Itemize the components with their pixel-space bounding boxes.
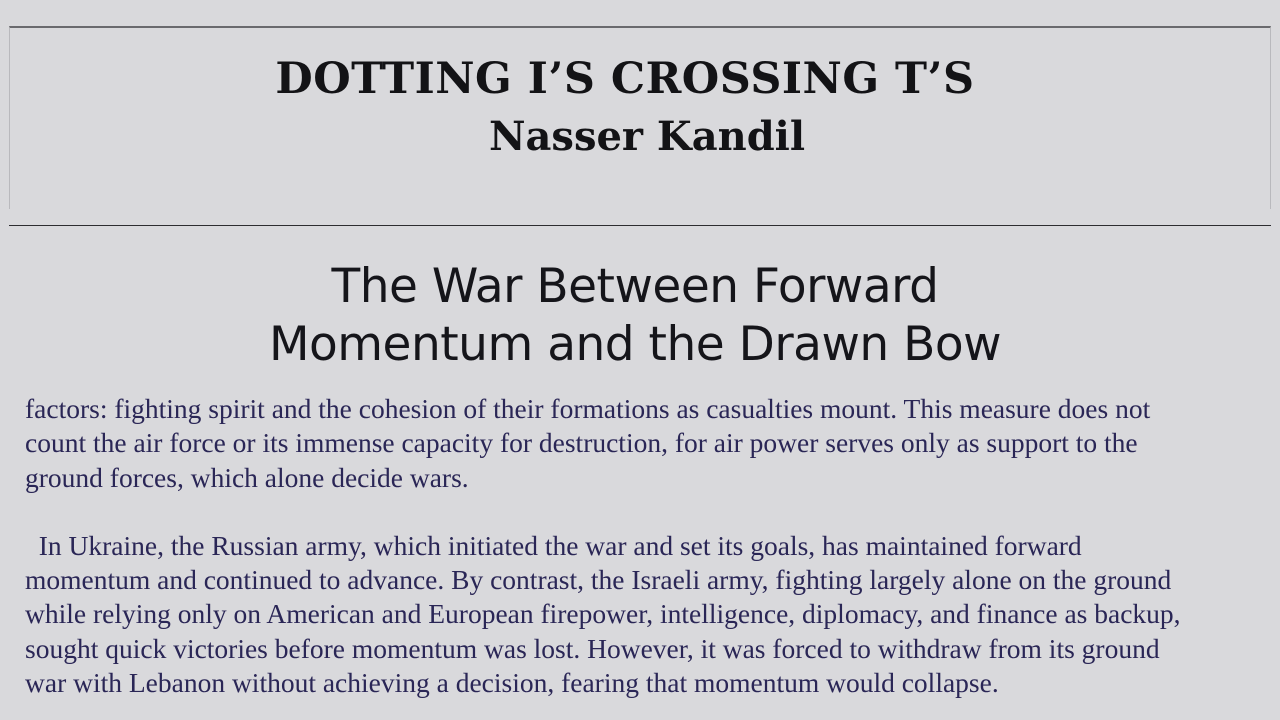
article-headline (0, 258, 1270, 374)
paragraph-2-line: while relying only on American and European firepower, intelligence, diplomacy, and finance as backup, (25, 598, 1181, 630)
author-name: Nasser Kandil (488, 113, 806, 160)
headline-line: Momentum and the Drawn Bow (268, 317, 1002, 372)
paragraph-1-line: factors: fighting spirit and the cohesion of their formations as casualties mount. This measure does not (25, 393, 1151, 424)
paragraph-2-line: war with Lebanon without achieving a decision, fearing that momentum would collapse. (25, 667, 999, 699)
header-divider (9, 225, 1271, 226)
article-body (25, 392, 1265, 700)
paragraph-1-line: ground forces, which alone decide wars. (25, 461, 469, 493)
paragraph-2-line: In Ukraine, the Russian army, which initiated the war and set its goals, has maintained forward (25, 529, 1082, 561)
paragraph-2-line: sought quick victories before momentum was lost. However, it was forced to withdraw from its ground (25, 632, 1160, 664)
paragraph-2-line: momentum and continued to advance. By contrast, the Israeli army, fighting largely alone on the ground (25, 564, 1172, 596)
paragraph-1-line: count the air force or its immense capacity for destruction, for air power serves only as support to the (25, 427, 1138, 459)
column-title: DOTTING I’S CROSSING T’S (275, 54, 975, 104)
headline-line: The War Between Forward (331, 259, 939, 314)
paragraph-gap (25, 495, 1265, 529)
